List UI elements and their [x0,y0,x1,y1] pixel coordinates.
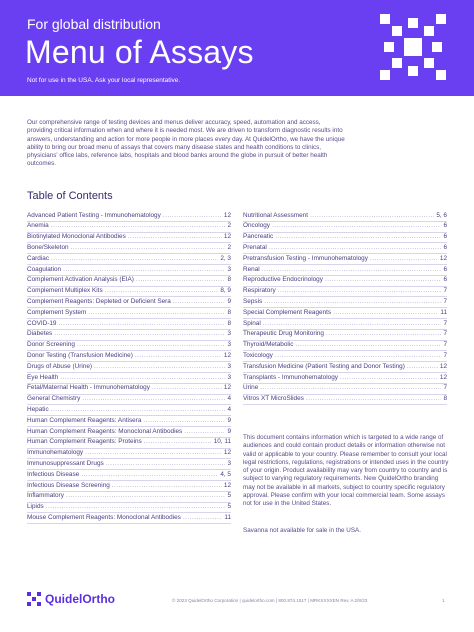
toc-entry-page: 10, 11 [213,438,231,446]
toc-entry-page: 5 [227,503,231,511]
toc-leader-dots [51,221,226,231]
toc-leader-dots [333,308,438,318]
toc-entry[interactable] [27,503,231,514]
toc-entry-label: Transfusion Medicine (Patient Testing and Donor Testing) [243,362,405,370]
toc-entry[interactable] [243,254,447,265]
toc-entry[interactable] [27,341,231,352]
toc-entry-page: 3 [227,459,231,467]
footer-wordmark: QuidelOrtho [45,592,115,606]
toc-entry-label: Toxicology [243,351,273,359]
toc-entry-page: 3 [227,330,231,338]
toc-leader-dots [278,286,442,296]
intro-paragraph: Our comprehensive range of testing devices and menus deliver accuracy, speed, automation and access, providing critical information when and where it is needed most. We are driven to transform diagnostic results into answers, understanding and action for more people in more places every day. At QuidelOrtho, we have the unique ability to bring our broad menu of assays that covers many disease states and health conditions to clinics, physicians' office labs, reference labs, hospitals and blood banks around the globe in pursuit of better health outcomes. [27,119,345,168]
toc-entry-page: 9 [227,297,231,305]
toc-entry[interactable] [243,233,447,244]
toc-entry[interactable] [243,265,447,276]
toc-leader-dots [128,232,222,242]
toc-entry[interactable] [27,287,231,298]
toc-entry-label: Anemia [27,222,49,230]
toc-leader-dots [77,340,225,350]
toc-leader-dots [183,513,223,523]
toc-entry-label: Thyroid/Metabolic [243,341,294,349]
toc-entry-label: Bone/Skeleton [27,243,69,251]
toc-entry[interactable] [243,362,447,373]
toc-entry-label: Complement Activation Analysis (EIA) [27,276,134,284]
quidelortho-x-logo-icon [380,14,446,80]
header-note: Not for use in the USA. Ask your local representative. [27,77,181,84]
toc-leader-dots [370,254,438,264]
toc-entry[interactable] [243,222,447,233]
toc-leader-dots [54,329,225,339]
toc-right-column [243,211,447,405]
toc-entry-label: Immunosuppressant Drugs [27,459,104,467]
toc-leader-dots [94,362,225,372]
toc-entry[interactable] [27,492,231,503]
toc-leader-dots [143,416,225,426]
toc-entry[interactable] [27,459,231,470]
toc-entry-page: 12 [439,254,447,262]
toc-leader-dots [340,373,438,383]
toc-entry-page: 9 [227,427,231,435]
header-banner [0,0,474,96]
toc-leader-dots [260,383,441,393]
toc-leader-dots [173,297,226,307]
toc-entry-label: Special Complement Reagents [243,308,332,316]
toc-entry[interactable] [27,222,231,233]
toc-entry-label: Oncology [243,222,270,230]
toc-entry-page: 12 [223,449,231,457]
toc-leader-dots [60,373,225,383]
toc-entry-page: 11 [440,308,447,316]
toc-entry-page: 2 [227,222,231,230]
toc-leader-dots [263,319,442,329]
page-title: Menu of Assays [25,34,254,70]
toc-leader-dots [152,383,222,393]
toc-entry[interactable] [27,297,231,308]
toc-leader-dots [63,265,225,275]
toc-entry-page: 3 [227,373,231,381]
toc-entry-page: 3 [227,341,231,349]
toc-entry[interactable] [27,438,231,449]
toc-entry[interactable] [27,211,231,222]
toc-entry[interactable] [243,308,447,319]
toc-entry-page: 12 [439,362,447,370]
toc-entry-label: Pretransfusion Testing - Immunohematology [243,254,368,262]
toc-entry[interactable] [27,308,231,319]
toc-entry-page: 12 [439,373,447,381]
toc-entry-page: 11 [224,513,231,521]
toc-entry-page: 4 [227,405,231,413]
toc-leader-dots [82,394,225,404]
toc-entry[interactable] [243,319,447,330]
toc-entry-label: Transplants - Immunohematology [243,373,338,381]
toc-entry-label: Hepatic [27,405,49,413]
savanna-note: Savanna not available for sale in the USA. [243,527,361,534]
toc-leader-dots [310,211,434,221]
toc-entry-page: 4, 5 [220,470,231,478]
toc-entry-label: Human Complement Reagents: Antisera [27,416,142,424]
toc-leader-dots [163,211,222,221]
toc-entry-label: Fetal/Maternal Health - Immunohematology [27,384,150,392]
toc-leader-dots [105,286,219,296]
toc-entry-label: Renal [243,265,260,273]
toc-entry[interactable] [27,276,231,287]
toc-entry-label: Eye Health [27,373,59,381]
toc-entry[interactable] [27,243,231,254]
toc-leader-dots [306,394,442,404]
toc-entry-page: 12 [223,351,231,359]
toc-entry[interactable] [27,449,231,460]
toc-entry-label: Therapeutic Drug Monitoring [243,330,324,338]
toc-leader-dots [66,491,226,501]
toc-entry[interactable] [27,481,231,492]
toc-entry[interactable] [27,233,231,244]
toc-entry-label: General Chemistry [27,395,81,403]
toc-entry-label: Complement Multiplex Kits [27,287,103,295]
toc-entry-page: 8 [227,276,231,284]
toc-entry-page: 5, 6 [436,211,447,219]
toc-entry-label: Donor Screening [27,341,75,349]
toc-entry-label: Mouse Complement Reagents: Monoclonal Antibodies [27,513,181,521]
toc-leader-dots [184,427,225,437]
toc-entry-page: 7 [443,330,447,338]
toc-entry-label: Donor Testing (Transfusion Medicine) [27,351,133,359]
toc-entry[interactable] [27,319,231,330]
toc-entry-label: Biotinylated Monoclonal Antibodies [27,233,126,241]
toc-leader-dots [135,351,222,361]
toc-entry-label: Complement System [27,308,87,316]
quidelortho-logo-icon [27,592,41,606]
page-number: 1 [442,598,445,603]
toc-entry-label: Lipids [27,503,44,511]
toc-entry-page: 8 [227,308,231,316]
toc-entry-page: 12 [223,211,231,219]
toc-entry[interactable] [243,330,447,341]
toc-entry[interactable] [243,341,447,352]
toc-entry-label: Infectious Disease Screening [27,481,110,489]
toc-leader-dots [112,481,222,491]
toc-entry-page: 7 [443,297,447,305]
footer-legal-text: © 2023 QuidelOrtho Corporation | quidelortho.com | 800.874.1517 | MRKXXXXEN Rev. A 2/8/23 [172,598,368,603]
toc-entry-label: COVID-19 [27,319,57,327]
toc-entry-page: 8, 9 [220,287,231,295]
toc-entry[interactable] [243,297,447,308]
toc-entry[interactable] [27,395,231,406]
toc-entry-page: 7 [443,384,447,392]
toc-entry-page: 3 [227,265,231,273]
toc-leader-dots [264,297,441,307]
toc-leader-dots [262,265,442,275]
toc-entry-label: Drugs of Abuse (Urine) [27,362,92,370]
toc-leader-dots [325,275,442,285]
toc-entry-label: Nutritional Assessment [243,211,308,219]
toc-leader-dots [81,470,218,480]
toc-entry-page: 2 [227,243,231,251]
toc-entry[interactable] [27,427,231,438]
toc-entry[interactable] [27,416,231,427]
toc-entry-page: 6 [443,233,447,241]
toc-entry-page: 4 [227,395,231,403]
toc-leader-dots [275,351,442,361]
toc-entry-label: Coagulation [27,265,62,273]
toc-entry-label: Respiratory [243,287,276,295]
toc-entry[interactable] [243,287,447,298]
toc-entry-label: Prenatal [243,243,267,251]
toc-entry-label: Urine [243,384,259,392]
toc-entry[interactable] [27,373,231,384]
toc-entry-page: 12 [223,481,231,489]
toc-entry-label: Infectious Disease [27,470,80,478]
toc-entry-page: 8 [443,395,447,403]
toc-entry[interactable] [27,470,231,481]
toc-entry-label: Immunohematology [27,449,84,457]
footer-logo [27,592,115,606]
toc-leader-dots [407,362,438,372]
toc-leader-dots [106,459,226,469]
toc-left-column [27,211,231,524]
toc-entry[interactable] [27,330,231,341]
toc-entry-label: Vitros XT MicroSlides [243,395,304,403]
toc-entry-label: Pancreatic [243,233,274,241]
toc-entry[interactable] [27,254,231,265]
disclaimer-text: This document contains information which is targeted to a wide range of audiences and could contain product details or information otherwise not valid or applicable to your country. Please remember to consult your local legal restrictions, regulations, registrations or intended uses in the country of your origin. Product availability may vary from country to country and is subject to varying regulatory requirements. New QuidelOrtho branding may not be available in all markets, subject to country specific regulatory approval. Please confirm with your local commercial team. Some assays not for use in the United States. [243,434,449,508]
toc-entry-page: 6 [443,222,447,230]
toc-leader-dots [51,254,218,264]
toc-leader-dots [136,275,226,285]
toc-entry-page: 7 [443,287,447,295]
toc-entry-page: 6 [443,276,447,284]
toc-leader-dots [71,243,226,253]
toc-entry[interactable] [27,513,231,524]
toc-entry[interactable] [243,395,447,406]
toc-entry[interactable] [243,276,447,287]
toc-entry-page: 7 [443,351,447,359]
toc-entry[interactable] [27,265,231,276]
toc-entry[interactable] [243,384,447,395]
toc-entry-label: Sepsis [243,297,263,305]
toc-entry[interactable] [243,351,447,362]
toc-entry[interactable] [27,351,231,362]
toc-entry-page: 7 [443,319,447,327]
toc-entry-label: Human Complement Reagents: Proteins [27,438,142,446]
toc-entry[interactable] [243,243,447,254]
toc-entry-page: 8 [227,319,231,327]
toc-entry-label: Advanced Patient Testing - Immunohematology [27,211,161,219]
toc-entry[interactable] [27,384,231,395]
toc-entry[interactable] [27,362,231,373]
toc-entry-page: 6 [443,243,447,251]
toc-leader-dots [85,448,222,458]
toc-entry-label: Cardiac [27,254,50,262]
toc-entry-page: 5 [227,492,231,500]
toc-leader-dots [326,329,441,339]
toc-entry[interactable] [243,373,447,384]
toc-leader-dots [51,405,226,415]
kicker-text: For global distribution [27,16,161,32]
toc-heading: Table of Contents [27,190,113,202]
toc-entry-label: Human Complement Reagents: Monoclonal Antibodies [27,427,183,435]
toc-leader-dots [144,437,212,447]
toc-entry-page: 2, 3 [220,254,231,262]
toc-leader-dots [46,502,226,512]
toc-entry-page: 12 [223,233,231,241]
toc-entry-page: 3 [227,362,231,370]
toc-leader-dots [88,308,225,318]
toc-entry-page: 12 [223,384,231,392]
toc-leader-dots [275,232,441,242]
toc-leader-dots [269,243,442,253]
toc-entry[interactable] [27,405,231,416]
toc-entry[interactable] [243,211,447,222]
toc-entry-page: 7 [443,341,447,349]
toc-leader-dots [272,221,441,231]
toc-entry-label: Diabetes [27,330,53,338]
toc-entry-page: 6 [443,265,447,273]
toc-entry-label: Inflammatory [27,492,64,500]
toc-entry-label: Reproductive Endocrinology [243,276,323,284]
toc-leader-dots [295,340,441,350]
toc-entry-label: Complement Reagents: Depleted or Deficient Sera [27,297,171,305]
toc-entry-page: 9 [227,416,231,424]
toc-leader-dots [58,319,225,329]
toc-entry-label: Spinal [243,319,261,327]
